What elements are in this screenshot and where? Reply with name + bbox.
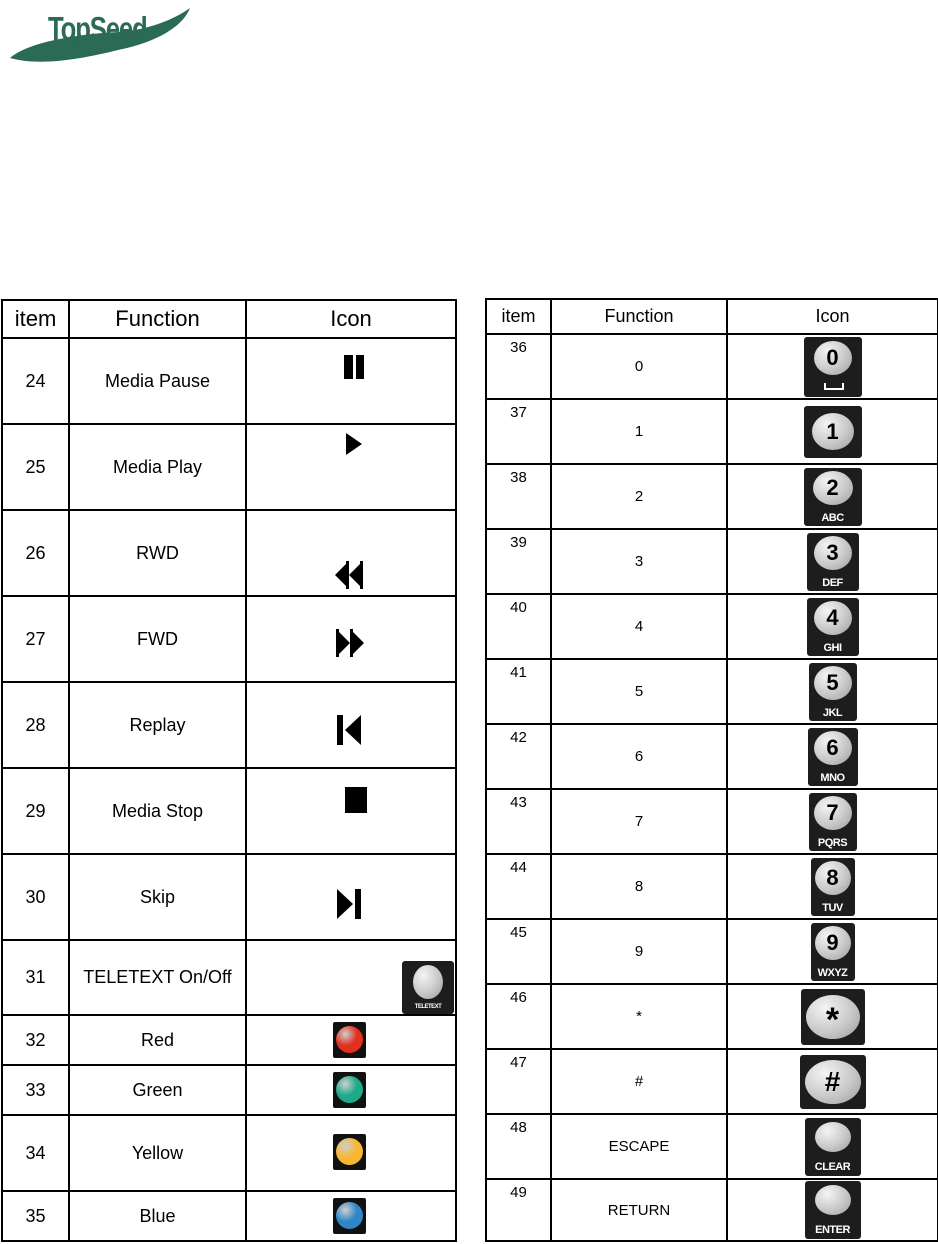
item-number: 34	[2, 1115, 69, 1191]
item-number: 25	[2, 424, 69, 510]
icon-cell	[246, 338, 456, 424]
item-number: 38	[486, 464, 551, 529]
icon-cell	[727, 919, 938, 984]
teletext-key-label: TELETEXT	[414, 1004, 442, 1010]
play-icon	[346, 433, 362, 455]
key-2-icon: 2 ABC	[804, 468, 862, 526]
item-number: 45	[486, 919, 551, 984]
table-header-row	[486, 299, 938, 334]
header-item: item	[486, 299, 551, 334]
item-number: 40	[486, 594, 551, 659]
key-6-icon: 6 MNO	[808, 728, 858, 786]
header-function: Function	[551, 299, 727, 334]
icon-cell	[246, 940, 456, 1015]
item-number: 37	[486, 399, 551, 464]
icon-cell	[727, 399, 938, 464]
table-row	[2, 424, 456, 510]
rewind-icon	[335, 561, 363, 589]
item-number: 44	[486, 854, 551, 919]
icon-cell	[246, 854, 456, 940]
function-label: 2	[551, 464, 727, 529]
icon-cell	[246, 424, 456, 510]
function-label: Blue	[69, 1191, 246, 1241]
skip-icon	[337, 889, 361, 919]
table-row	[2, 854, 456, 940]
table-header-row	[2, 300, 456, 338]
icon-cell	[246, 1015, 456, 1065]
function-label: TELETEXT On/Off	[69, 940, 246, 1015]
header-function: Function	[69, 300, 246, 338]
table-row	[2, 1115, 456, 1191]
function-label: Media Stop	[69, 768, 246, 854]
icon-cell	[246, 1115, 456, 1191]
item-number: 28	[2, 682, 69, 768]
function-label: Skip	[69, 854, 246, 940]
table-row	[2, 338, 456, 424]
item-number: 33	[2, 1065, 69, 1115]
function-label: RETURN	[551, 1179, 727, 1241]
topseed-logo	[8, 6, 198, 70]
table-row	[486, 594, 938, 659]
table-row	[486, 789, 938, 854]
icon-cell	[727, 789, 938, 854]
icon-cell	[246, 682, 456, 768]
replay-icon	[337, 715, 361, 745]
pause-icon	[344, 355, 364, 379]
item-number: 49	[486, 1179, 551, 1241]
item-number: 39	[486, 529, 551, 594]
header-icon: Icon	[727, 299, 938, 334]
table-row	[486, 1049, 938, 1114]
right-function-table	[485, 298, 938, 1242]
item-number: 26	[2, 510, 69, 596]
table-row	[486, 1179, 938, 1241]
function-label: Yellow	[69, 1115, 246, 1191]
table-row	[486, 724, 938, 789]
logo-text: TopSeed	[48, 10, 147, 47]
icon-cell	[727, 659, 938, 724]
function-label: 6	[551, 724, 727, 789]
key-8-icon: 8 TUV	[811, 858, 855, 916]
icon-cell	[246, 510, 456, 596]
function-label: Replay	[69, 682, 246, 768]
icon-cell	[727, 464, 938, 529]
table-row	[2, 1015, 456, 1065]
icon-cell	[246, 1191, 456, 1241]
function-label: 7	[551, 789, 727, 854]
left-function-table	[1, 299, 457, 1242]
item-number: 30	[2, 854, 69, 940]
function-label: 4	[551, 594, 727, 659]
icon-cell	[727, 984, 938, 1049]
table-row	[486, 529, 938, 594]
blue-button-icon	[333, 1198, 366, 1234]
key-9-icon: 9 WXYZ	[811, 923, 855, 981]
icon-cell	[727, 1114, 938, 1179]
icon-cell	[727, 334, 938, 399]
function-label: FWD	[69, 596, 246, 682]
yellow-button-icon	[333, 1134, 366, 1170]
item-number: 48	[486, 1114, 551, 1179]
icon-cell	[727, 854, 938, 919]
table-row	[2, 940, 456, 1015]
function-label: 0	[551, 334, 727, 399]
function-label: ESCAPE	[551, 1114, 727, 1179]
icon-cell	[727, 594, 938, 659]
key-4-icon: 4 GHI	[807, 598, 859, 656]
key-enter-icon: ENTER	[805, 1181, 861, 1239]
function-label: Red	[69, 1015, 246, 1065]
function-label: 9	[551, 919, 727, 984]
table-row	[486, 854, 938, 919]
table-row	[2, 596, 456, 682]
item-number: 32	[2, 1015, 69, 1065]
function-label: 1	[551, 399, 727, 464]
function-label: Media Play	[69, 424, 246, 510]
table-row	[2, 510, 456, 596]
key-star-icon: *	[801, 989, 865, 1045]
icon-cell	[727, 529, 938, 594]
table-row	[2, 1065, 456, 1115]
item-number: 29	[2, 768, 69, 854]
icon-cell	[727, 724, 938, 789]
icon-cell	[246, 1065, 456, 1115]
teletext-button-icon	[402, 961, 454, 1014]
item-number: 35	[2, 1191, 69, 1241]
function-label: *	[551, 984, 727, 1049]
table-row	[486, 919, 938, 984]
fast-forward-icon	[336, 629, 364, 657]
item-number: 42	[486, 724, 551, 789]
red-button-icon	[333, 1022, 366, 1058]
item-number: 31	[2, 940, 69, 1015]
table-row	[486, 984, 938, 1049]
table-row	[486, 1114, 938, 1179]
function-label: Green	[69, 1065, 246, 1115]
green-button-icon	[333, 1072, 366, 1108]
item-number: 43	[486, 789, 551, 854]
item-number: 41	[486, 659, 551, 724]
item-number: 24	[2, 338, 69, 424]
function-label: 3	[551, 529, 727, 594]
key-clear-icon: CLEAR	[805, 1118, 861, 1176]
icon-cell	[727, 1049, 938, 1114]
key-7-icon: 7 PQRS	[809, 793, 857, 851]
item-number: 47	[486, 1049, 551, 1114]
function-label: Media Pause	[69, 338, 246, 424]
key-5-icon: 5 JKL	[809, 663, 857, 721]
function-label: #	[551, 1049, 727, 1114]
header-item: item	[2, 300, 69, 338]
item-number: 46	[486, 984, 551, 1049]
table-row	[486, 334, 938, 399]
function-label: RWD	[69, 510, 246, 596]
key-0-icon: 0	[804, 337, 862, 397]
function-label: 8	[551, 854, 727, 919]
table-row	[2, 768, 456, 854]
item-number: 36	[486, 334, 551, 399]
table-row	[486, 464, 938, 529]
function-label: 5	[551, 659, 727, 724]
item-number: 27	[2, 596, 69, 682]
icon-cell	[246, 596, 456, 682]
stop-icon	[345, 787, 367, 813]
table-row	[2, 1191, 456, 1241]
icon-cell	[727, 1179, 938, 1241]
key-3-icon: 3 DEF	[807, 533, 859, 591]
table-row	[486, 399, 938, 464]
table-row	[486, 659, 938, 724]
table-row	[2, 682, 456, 768]
key-1-icon: 1	[804, 406, 862, 458]
icon-cell	[246, 768, 456, 854]
header-icon: Icon	[246, 300, 456, 338]
key-hash-icon: #	[800, 1055, 866, 1109]
